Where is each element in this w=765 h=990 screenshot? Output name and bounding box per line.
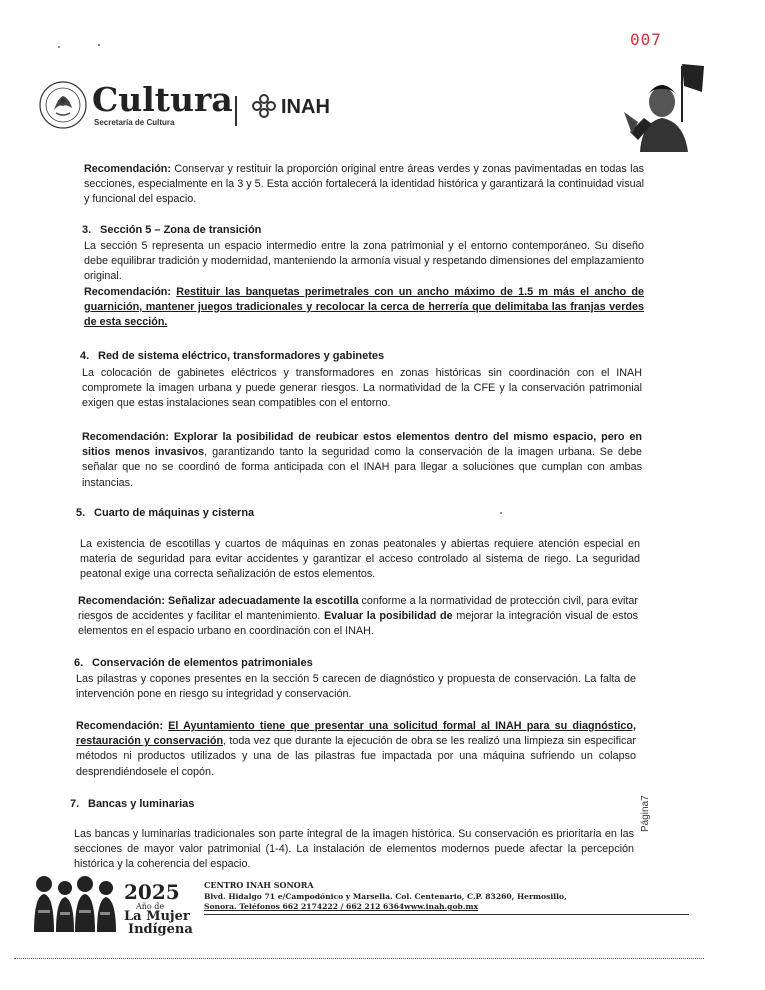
section-number: 4. [80, 350, 90, 362]
recommendation-text: mejorar la integración visual de estos elementos en el espacio urbano en coordinación con el INAH. [78, 610, 638, 638]
section-title: Conservación de elementos patrimoniales [92, 657, 313, 669]
section-5-body [80, 537, 640, 583]
section-heading [70, 797, 194, 812]
footer-year: 2025 [124, 880, 180, 904]
section-title: Sección 5 – Zona de transición [100, 224, 262, 236]
section-paragraph: La existencia de escotillas y cuartos de máquinas en zonas peatonales y abiertas requiere atención especial en materia de seguridad para evitar accidentes y garantizar el acceso controlado al sistema de riego. La seguridad peatonal exige una correcta señalización de estos elementos. [80, 538, 640, 581]
brand-divider [235, 96, 237, 126]
footer-divider [204, 914, 689, 915]
inah-logo-text: INAH [281, 96, 330, 118]
recommendation-text: Restituir las banquetas perimetrales con un ancho máximo de 1.5 m más el ancho de guarnición, mantener juegos tradicionales y recolocar la cerca de herrería que delimitaba las franjas verdes de esta sección. [84, 285, 645, 329]
footer-slogan-line-1: La Mujer [124, 909, 190, 924]
section-7-body [74, 827, 634, 873]
section-3-body [84, 239, 644, 330]
section-number: 3. [82, 224, 92, 236]
scan-edge-line [14, 958, 704, 959]
recommendation-label: Recomendación: [84, 285, 171, 298]
section-paragraph: Las bancas y luminarias tradicionales son parte integral de la imagen histórica. Su conservación es prioritaria en las secciones de mayor valor patrimonial (1-4). La instalación de elementos modernos puede afectar la percepción histórica y la coherencia del espacio. [74, 828, 634, 871]
handwritten-page-mark: 007 [630, 30, 662, 49]
inah-logo-icon [250, 92, 278, 120]
recommendation-label: Recomendación: [76, 720, 163, 732]
section-paragraph: La colocación de gabinetes eléctricos y transformadores en zonas históricas sin coordinación con el INAH compromete la imagen urbana y puede generar riesgos. La normatividad de la CFE y la conservación patrimonial exigen que estas instalaciones sean compatibles con el entorno. [82, 367, 642, 410]
section-5-recommendation [78, 594, 638, 640]
recommendation-text: Conservar y restituir la proporción original entre áreas verdes y zonas pavimentadas en todas las secciones, especialmente en la 3 y 5. Esta acción fortalecerá la identidad histórica y garantizará la continuidad visual y funcional del espacio. [84, 163, 644, 206]
section-number: 5. [76, 507, 86, 519]
section-heading [74, 656, 313, 671]
mexico-seal-icon [38, 80, 88, 130]
recommendation-text: , toda vez que durante la ejecución de obra se les realizó una limpieza sin especificar métodos ni productos utilizados y una de las pilastras fue impactada por una máquina sufriendo un colapso desprendiéndosele el copón. [76, 735, 636, 778]
page-number-label: Página7 [640, 795, 651, 832]
section-4-body [82, 366, 642, 412]
recommendation-bold-text: Explorar la posibilidad de reubicar estos elementos dentro del mismo espacio, pero en sitios menos invasivos [82, 431, 642, 459]
scan-speck [500, 512, 502, 514]
section-title: Cuarto de máquinas y cisterna [94, 507, 255, 519]
section-heading [76, 506, 254, 521]
footer-slogan-line-2: Indígena [128, 922, 193, 937]
section-title: Bancas y luminarias [88, 798, 195, 810]
section-heading [82, 223, 261, 238]
section-number: 7. [70, 798, 80, 810]
recommendation-text: , garantizando tanto la seguridad como la conservación de la imagen urbana. Se debe señalar que no se coordinó de forma anticipada con el INAH para llegar a soluciones que cumplan con ambas instancias. [82, 446, 642, 489]
heroine-portrait-icon [622, 62, 706, 152]
section-6-body [76, 672, 636, 702]
section-heading [80, 349, 384, 364]
recommendation-label: Recomendación: [82, 431, 169, 443]
recommendation-bold-text: Señalizar adecuadamente la escotilla [165, 595, 359, 607]
indigenous-women-illustration-icon [32, 870, 120, 932]
footer-contact: Sonora. Teléfonos 662 2174222 / 662 212 6364www.inah.gob.mx [204, 902, 479, 911]
brand-title: Cultura [92, 80, 233, 119]
section-6-recommendation [76, 719, 636, 780]
scan-speck [58, 46, 60, 48]
recommendation-bold-text: Evaluar la posibilidad de [324, 610, 453, 623]
section-4-recommendation [82, 430, 642, 491]
section-paragraph: Las pilastras y copones presentes en la sección 5 carecen de diagnóstico y propuesta de conservación. La falta de intervención pone en riesgo su integridad y conservación. [76, 673, 636, 701]
recommendation-label: Recomendación: [84, 163, 171, 175]
section-paragraph: La sección 5 representa un espacio intermedio entre la zona patrimonial y el entorno contemporáneo. Su diseño debe equilibrar tradición y modernidad, manteniendo la armonía visual y respetando dimensiones del emplazamiento original. [84, 240, 644, 283]
scan-speck [98, 44, 100, 46]
recommendation-underlined-text: El Ayuntamiento tiene que presentar una solicitud formal al INAH para su diagnóstico, restauración y conservación [76, 720, 637, 748]
footer-address: Blvd. Hidalgo 71 e/Campodónico y Marsella. Col. Centenario, C.P. 83260, Hermosillo, [204, 892, 567, 901]
recommendation-label: Recomendación: [78, 595, 165, 607]
intro-recommendation [84, 162, 644, 208]
section-number: 6. [74, 657, 84, 669]
section-title: Red de sistema eléctrico, transformadores y gabinetes [98, 350, 385, 362]
recommendation-text: conforme a la normatividad de protección civil, para evitar riesgos de accidentes y facilitar el mantenimiento. [78, 595, 638, 623]
footer-organization: CENTRO INAH SONORA [204, 880, 314, 890]
footer-year-subtitle: Año de [136, 902, 165, 911]
brand-subtitle: Secretaría de Cultura [94, 118, 175, 127]
